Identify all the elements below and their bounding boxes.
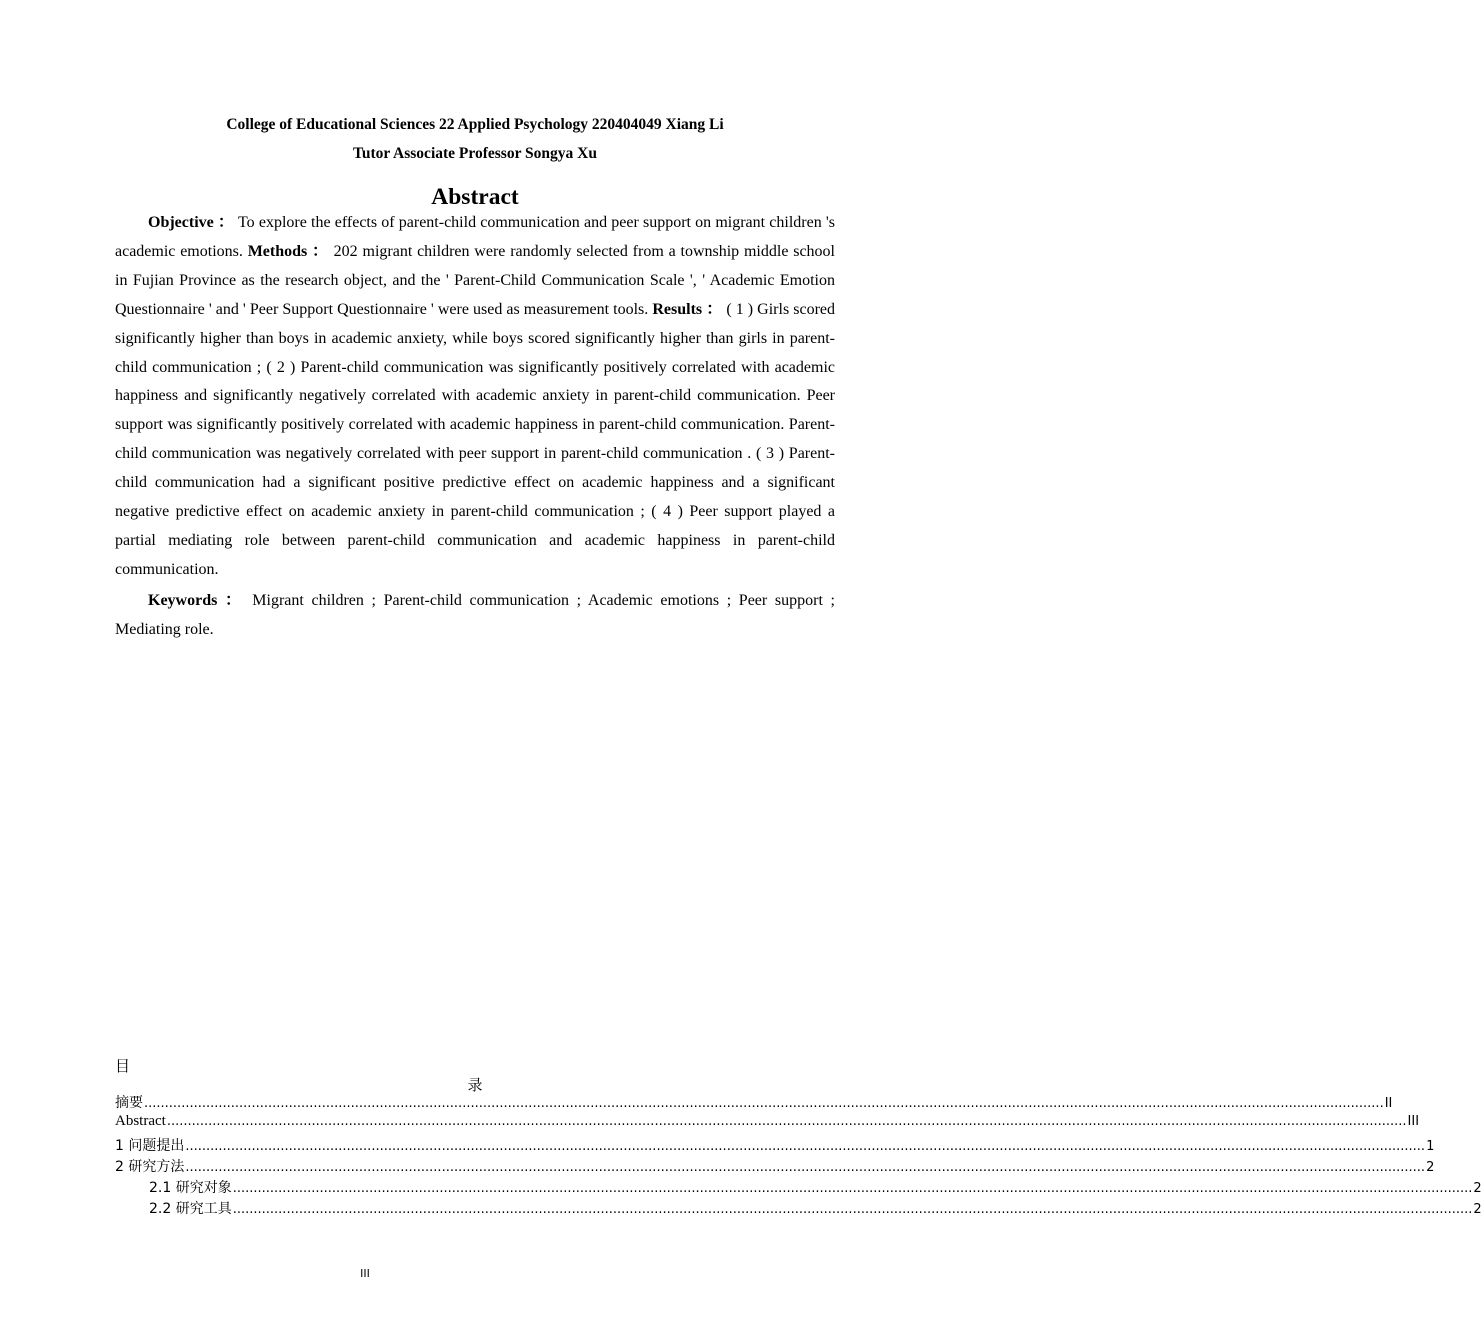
- toc-entry-label: 2.2 研究工具: [149, 1201, 232, 1218]
- toc-heading-part1: 目: [115, 1057, 131, 1075]
- table-of-contents: [115, 1092, 1482, 1220]
- keywords-paragraph: [115, 587, 835, 645]
- methods-text: 202 migrant children were randomly selected from a township middle school in Fujian Province as the research object, and the ' Parent-Child Communication Scale ', ' Academic Emotion Questionnaire ' and ' Peer Support Questionnaire ' were used as measurement tools.: [115, 242, 836, 318]
- toc-entry-label: 2.1 研究对象: [149, 1180, 232, 1197]
- toc-leader-dots: ............................................................................................................................................................................................................................................................................................................: [166, 1114, 1407, 1130]
- abstract-body: [115, 209, 835, 645]
- toc-entry-page: 1: [1426, 1138, 1435, 1154]
- results-text: ( 1 ) Girls scored significantly higher than boys in academic anxiety, while boys scored significantly higher than girls in parent-child communication ; ( 2 ) Parent-child communication was significantly positively correlated with academic happiness and significantly negatively correlated with academic anxiety in parent-child communication. Peer support was significantly positively correlated with academic happiness in parent-child communication. Parent-child communication was negatively correlated with peer support in parent-child communication . ( 3 ) Parent-child communication had a significant positive predictive effect on academic happiness and a significant negative predictive effect on academic anxiety in parent-child communication ; ( 4 ) Peer support played a partial mediating role between parent-child communication and academic happiness in parent-child communication.: [115, 300, 835, 578]
- toc-heading-part2: 录: [467, 1076, 483, 1094]
- abstract-title: Abstract: [431, 184, 519, 210]
- toc-entry-label: 2 研究方法: [115, 1158, 185, 1175]
- toc-leader-dots: ............................................................................................................................................................................................................................................................................................................: [185, 1159, 1426, 1175]
- keywords-label: Keywords ：: [148, 591, 245, 609]
- toc-entry-label: 摘要: [115, 1095, 143, 1111]
- results-label: Results ：: [652, 300, 723, 318]
- toc-entry-label: Abstract: [115, 1113, 166, 1130]
- toc-entry-page: 2: [1473, 1181, 1482, 1197]
- toc-entry-abstract-cn[interactable]: [115, 1092, 1393, 1113]
- toc-entry-page: 2: [1426, 1159, 1435, 1175]
- keywords-text: Migrant children ; Parent-child communication ; Academic emotions ; Peer support ; Mediating role.: [115, 591, 835, 638]
- methods-label: Methods ：: [247, 242, 329, 260]
- author-line: College of Educational Sciences 22 Applied Psychology 220404049 Xiang Li: [226, 116, 724, 133]
- toc-entry-page: III: [1407, 1114, 1420, 1130]
- page-number: III: [360, 1267, 370, 1280]
- toc-entry-section-2[interactable]: [115, 1156, 1435, 1177]
- toc-entry-section-2-1[interactable]: [115, 1177, 1482, 1198]
- toc-entry-page: II: [1384, 1096, 1393, 1111]
- toc-leader-dots: ............................................................................................................................................................................................................................................................................................................: [232, 1202, 1473, 1218]
- toc-entry-section-2-2[interactable]: [115, 1198, 1482, 1219]
- toc-entry-page: 2: [1473, 1202, 1482, 1218]
- toc-leader-dots: ............................................................................................................................................................................................................................................................................................................: [185, 1138, 1426, 1154]
- toc-leader-dots: ............................................................................................................................................................................................................................................................................................................: [232, 1181, 1473, 1197]
- tutor-line: Tutor Associate Professor Songya Xu: [352, 145, 597, 162]
- toc-entry-abstract-en[interactable]: [115, 1113, 1420, 1134]
- toc-entry-section-1[interactable]: [115, 1135, 1435, 1156]
- toc-entry-label: 1 问题提出: [115, 1137, 185, 1154]
- objective-text: To explore the effects of parent-child communication and peer support on migrant children 's academic emotions.: [115, 214, 835, 260]
- objective-label: Objective ：: [148, 214, 235, 231]
- abstract-paragraph: [115, 209, 835, 585]
- toc-leader-dots: ............................................................................................................................................................................................................................................................................................................: [144, 1096, 1384, 1111]
